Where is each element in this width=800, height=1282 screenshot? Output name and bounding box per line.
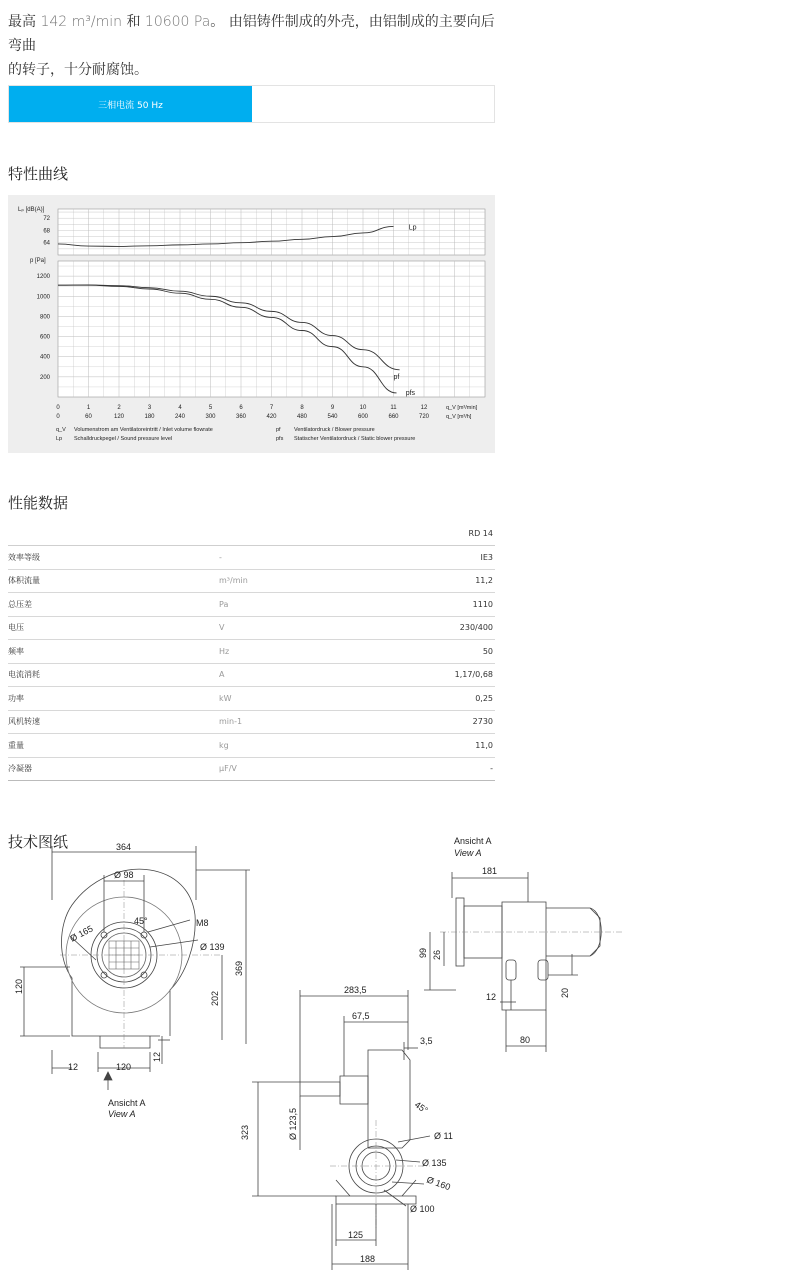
x-tick-m3min: 4 bbox=[178, 405, 182, 411]
dim-323: 323 bbox=[240, 1124, 250, 1140]
intro-prefix: 最高 bbox=[8, 14, 36, 30]
dim-283-5: 283,5 bbox=[344, 985, 367, 995]
intro-flow: 142 m³/min bbox=[40, 14, 122, 30]
bottom-y-tick: 400 bbox=[39, 354, 50, 361]
row-value: 0,25 bbox=[475, 693, 493, 703]
view-a bbox=[424, 872, 622, 1052]
curve-label-lp: Lp bbox=[408, 224, 417, 232]
x-tick-m3h: 480 bbox=[296, 414, 308, 420]
table-row bbox=[8, 546, 495, 570]
characteristic-chart bbox=[8, 195, 495, 453]
x-tick-m3min: 5 bbox=[208, 405, 213, 411]
row-unit: - bbox=[219, 552, 222, 562]
table-row bbox=[8, 734, 495, 758]
x-tick-m3min: 0 bbox=[56, 405, 60, 411]
legend-symbol: q_V bbox=[56, 427, 66, 433]
dim-165: Ø 165 bbox=[68, 923, 95, 944]
top-y-tick: 72 bbox=[43, 216, 50, 223]
x-tick-m3h: 600 bbox=[357, 414, 369, 420]
view-a-label-de: Ansicht A bbox=[108, 1098, 146, 1108]
bottom-y-tick: 800 bbox=[39, 314, 50, 321]
row-label: 效率等级 bbox=[8, 552, 40, 562]
x-tick-m3min: 7 bbox=[269, 405, 274, 411]
section-title-performance: 性能数据 bbox=[8, 494, 69, 512]
legend-symbol: pfs bbox=[276, 436, 284, 442]
x-tick-m3h: 660 bbox=[388, 414, 399, 420]
row-unit: A bbox=[219, 670, 225, 680]
dim-80: 80 bbox=[520, 1035, 531, 1045]
row-unit: m³/min bbox=[219, 576, 248, 586]
bottom-y-tick: 200 bbox=[39, 374, 50, 381]
intro-rest-line1: 。 由铝铸件制成的外壳，由铝制成的主要向后弯曲 bbox=[8, 14, 495, 54]
dim-364: 364 bbox=[116, 842, 132, 852]
x-tick-m3h: 0 bbox=[56, 414, 60, 420]
row-unit: µF/V bbox=[219, 764, 237, 774]
dim-12-view-a: 12 bbox=[486, 992, 497, 1002]
x-tick-m3h: 540 bbox=[327, 414, 338, 420]
front-base bbox=[100, 1036, 150, 1048]
bottom-y-tick: 600 bbox=[39, 334, 50, 341]
x-tick-m3h: 120 bbox=[113, 414, 125, 420]
legend-text: Schalldruckpegel / Sound pressure level bbox=[74, 436, 173, 442]
x-tick-m3h: 180 bbox=[144, 414, 155, 420]
side-outlet bbox=[300, 1082, 340, 1096]
dim-139: Ø 139 bbox=[200, 942, 225, 952]
row-unit: min-1 bbox=[219, 717, 243, 727]
view-a-title-en: View A bbox=[454, 848, 482, 858]
bottom-y-tick: 1200 bbox=[36, 274, 50, 281]
row-value: - bbox=[490, 764, 493, 774]
dim-26: 26 bbox=[432, 949, 442, 960]
table-row bbox=[8, 711, 495, 735]
x-tick-m3h: 420 bbox=[266, 414, 277, 420]
legend-text: Statischer Ventilatordruck / Static blower pressure bbox=[294, 436, 416, 442]
dim-125: 125 bbox=[348, 1230, 364, 1240]
intro-rest-line2: 的转子，十分耐腐蚀。 bbox=[8, 62, 148, 78]
curve-label-pfs: pfs bbox=[405, 389, 416, 397]
tab-three-phase-50hz[interactable]: 三相电流 50 Hz bbox=[9, 86, 252, 122]
x-tick-m3h: 60 bbox=[85, 414, 92, 420]
x-tick-m3h: 360 bbox=[235, 414, 247, 420]
row-unit: kg bbox=[219, 740, 229, 750]
front-view bbox=[20, 846, 250, 1090]
performance-table bbox=[8, 522, 495, 781]
table-row bbox=[8, 570, 495, 594]
row-label: 频率 bbox=[8, 646, 24, 656]
model-name: RD 14 bbox=[468, 529, 493, 538]
row-label: 总压差 bbox=[8, 599, 32, 609]
side-motor bbox=[368, 1050, 410, 1148]
table-row bbox=[8, 640, 495, 664]
view-a-label-en: View A bbox=[108, 1109, 136, 1119]
row-label: 电流消耗 bbox=[8, 670, 40, 680]
top-y-tick: 64 bbox=[43, 240, 50, 247]
row-label: 电压 bbox=[8, 623, 24, 633]
dim-160: Ø 160 bbox=[425, 1174, 452, 1193]
intro-text bbox=[8, 10, 498, 82]
row-value: 2730 bbox=[472, 717, 493, 727]
dim-181: 181 bbox=[482, 866, 498, 876]
x-tick-m3min: 10 bbox=[359, 405, 367, 411]
dim-99: 99 bbox=[418, 947, 428, 958]
curve-label-pf: pf bbox=[393, 373, 400, 381]
dim-45deg-side: 45° bbox=[412, 1099, 430, 1116]
table-row bbox=[8, 617, 495, 641]
legend-symbol: Lp bbox=[56, 436, 63, 442]
performance-header bbox=[8, 522, 495, 546]
legend-text: Ventilatordruck / Blower pressure bbox=[294, 427, 375, 433]
legend-symbol: pf bbox=[276, 427, 281, 433]
x-tick-m3h: 240 bbox=[174, 414, 186, 420]
x-tick-m3min: 6 bbox=[239, 405, 243, 411]
intro-and: 和 bbox=[126, 14, 141, 30]
dim-11: Ø 11 bbox=[434, 1131, 453, 1141]
dim-98: Ø 98 bbox=[114, 870, 134, 880]
dim-120-horizontal: 120 bbox=[116, 1062, 132, 1072]
x-unit-m3min: q_V [m³/min] bbox=[446, 405, 478, 411]
dim-123-5: Ø 123,5 bbox=[288, 1107, 298, 1140]
row-value: IE3 bbox=[480, 552, 493, 562]
x-tick-m3min: 2 bbox=[117, 405, 121, 411]
table-row bbox=[8, 758, 495, 782]
x-tick-m3h: 720 bbox=[418, 414, 430, 420]
x-tick-m3min: 8 bbox=[300, 405, 304, 411]
view-a-slot-1 bbox=[506, 960, 516, 980]
row-value: 50 bbox=[482, 646, 493, 656]
tab-empty[interactable] bbox=[252, 86, 494, 122]
legend-text: Volumenstrom am Ventilatoreintritt / Inlet volume flowrate bbox=[74, 427, 213, 433]
dim-100: Ø 100 bbox=[410, 1204, 435, 1214]
row-value: 11,2 bbox=[475, 576, 493, 586]
bottom-y-label: p [Pa] bbox=[30, 258, 46, 264]
x-tick-m3min: 11 bbox=[390, 405, 397, 411]
table-row bbox=[8, 593, 495, 617]
chart-svg bbox=[8, 195, 495, 453]
x-unit-m3h: q_V [m³/h] bbox=[446, 414, 472, 420]
dim-202: 202 bbox=[210, 990, 220, 1006]
row-label: 重量 bbox=[8, 740, 24, 750]
dim-135: Ø 135 bbox=[422, 1158, 447, 1168]
row-label: 体积流量 bbox=[8, 576, 40, 586]
side-view bbox=[252, 990, 430, 1270]
row-label: 冷凝器 bbox=[8, 764, 32, 774]
dim-188: 188 bbox=[360, 1254, 376, 1264]
top-y-tick: 68 bbox=[43, 228, 50, 235]
row-value: 230/400 bbox=[459, 623, 493, 633]
row-label: 风机转速 bbox=[8, 717, 40, 727]
row-unit: Hz bbox=[219, 646, 230, 656]
row-unit: kW bbox=[219, 693, 232, 703]
row-unit: V bbox=[219, 623, 225, 633]
row-value: 11,0 bbox=[475, 740, 493, 750]
dim-12-right: 12 bbox=[152, 1051, 162, 1062]
voltage-tabs bbox=[8, 85, 495, 123]
x-tick-m3min: 1 bbox=[86, 405, 91, 411]
table-row bbox=[8, 664, 495, 688]
view-a-slot-2 bbox=[538, 960, 548, 980]
top-y-label: Lₚ [dB(A)] bbox=[18, 207, 45, 213]
dim-12-bottom: 12 bbox=[68, 1062, 79, 1072]
table-row bbox=[8, 687, 495, 711]
bottom-y-tick: 1000 bbox=[36, 294, 50, 301]
row-value: 1,17/0,68 bbox=[454, 670, 493, 680]
intro-pressure: 10600 Pa bbox=[144, 14, 211, 30]
dim-3-5: 3,5 bbox=[420, 1036, 433, 1046]
dim-45deg: 45° bbox=[134, 916, 148, 926]
dim-m8: M8 bbox=[196, 918, 209, 928]
dim-67-5: 67,5 bbox=[352, 1011, 370, 1021]
section-title-drawing: 技术图纸 bbox=[8, 833, 69, 851]
view-a-body bbox=[502, 902, 546, 1010]
x-tick-m3h: 300 bbox=[205, 414, 216, 420]
performance-rows bbox=[8, 546, 495, 781]
row-value: 1110 bbox=[472, 599, 493, 609]
x-tick-m3min: 3 bbox=[147, 405, 152, 411]
view-a-title-de: Ansicht A bbox=[454, 836, 492, 846]
row-unit: Pa bbox=[219, 599, 229, 609]
dim-369: 369 bbox=[234, 960, 244, 976]
section-title-curves: 特性曲线 bbox=[8, 165, 69, 183]
dim-20: 20 bbox=[560, 987, 570, 998]
row-label: 功率 bbox=[8, 693, 24, 703]
dim-120-vertical: 120 bbox=[14, 978, 24, 994]
front-housing-outline bbox=[62, 869, 196, 1036]
technical-drawing bbox=[0, 828, 800, 1282]
x-tick-m3min: 9 bbox=[330, 405, 335, 411]
x-tick-m3min: 12 bbox=[420, 405, 428, 411]
